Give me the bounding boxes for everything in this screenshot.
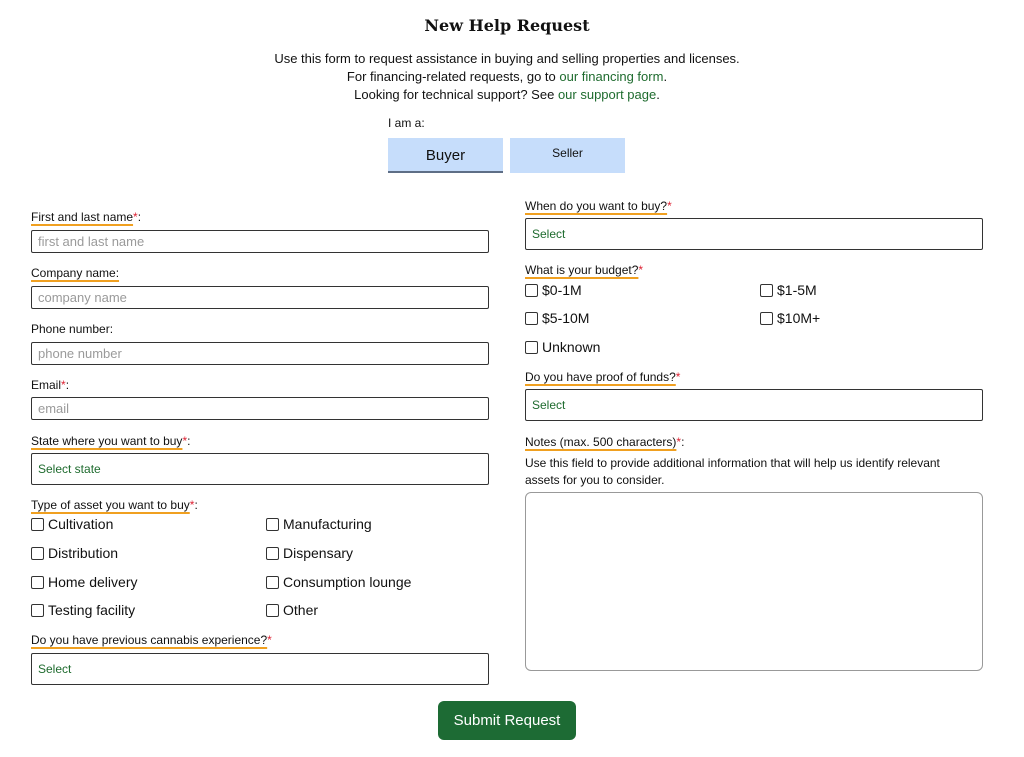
label-colon: :: [65, 378, 70, 392]
checkbox-box[interactable]: [266, 604, 279, 617]
buyer-toggle-button[interactable]: Buyer: [388, 138, 503, 173]
intro-line-2-text: For financing-related requests, go to: [346, 69, 560, 84]
required-mark: *: [182, 434, 188, 448]
company-input[interactable]: [31, 286, 489, 309]
checkbox-label: Other: [283, 602, 319, 618]
asset-distribution-checkbox[interactable]: [31, 545, 118, 561]
budget-label-text: What is your budget?: [525, 263, 639, 277]
checkbox-box[interactable]: [760, 312, 773, 325]
checkbox-box[interactable]: [31, 547, 44, 560]
financing-form-link[interactable]: our financing form: [559, 69, 664, 84]
intro-line-2-end: .: [663, 69, 668, 84]
asset-label-text: Type of asset you want to buy: [31, 498, 190, 512]
notes-label-text: Notes (max. 500 characters): [525, 435, 677, 449]
intro-line-3: [0, 86, 1014, 104]
asset-consumption-lounge-checkbox[interactable]: [266, 574, 411, 590]
when-label-text: When do you want to buy?: [525, 199, 668, 213]
checkbox-label: $1-5M: [777, 282, 817, 298]
checkbox-label: Cultivation: [48, 516, 114, 532]
when-select[interactable]: Select: [525, 218, 983, 250]
intro-line-3-text: Looking for technical support? See: [354, 87, 558, 102]
when-label: [525, 199, 672, 213]
state-select[interactable]: Select state: [31, 453, 489, 485]
asset-home-delivery-checkbox[interactable]: [31, 574, 137, 590]
asset-label: [31, 498, 198, 512]
checkbox-label: $5-10M: [542, 310, 590, 326]
checkbox-box[interactable]: [525, 341, 538, 354]
checkbox-label: Distribution: [48, 545, 119, 561]
checkbox-label: Manufacturing: [283, 516, 372, 532]
notes-help-text: Use this field to provide additional information that will help us identify relevant assets for you to consider.: [525, 456, 940, 487]
checkbox-label: $0-1M: [542, 282, 582, 298]
checkbox-label: Dispensary: [283, 545, 354, 561]
proof-label-text: Do you have proof of funds?: [525, 370, 676, 384]
label-colon: :: [187, 434, 191, 448]
required-mark: *: [61, 378, 66, 392]
company-label: [31, 266, 119, 280]
budget-10m-plus-checkbox[interactable]: [760, 310, 820, 326]
checkbox-label: Unknown: [542, 339, 601, 355]
budget-5-10m-checkbox[interactable]: [525, 310, 589, 326]
checkbox-box[interactable]: [31, 604, 44, 617]
checkbox-box[interactable]: [525, 312, 538, 325]
checkbox-label: Consumption lounge: [283, 574, 412, 590]
support-page-link[interactable]: our support page: [557, 87, 657, 102]
budget-0-1m-checkbox[interactable]: [525, 282, 582, 298]
label-colon: :: [194, 498, 198, 512]
budget-label: [525, 263, 643, 277]
seller-toggle-button[interactable]: Seller: [510, 138, 625, 173]
experience-label: [31, 633, 272, 647]
intro-text: [0, 50, 1014, 104]
asset-dispensary-checkbox[interactable]: [266, 545, 353, 561]
company-label-text: Company name:: [31, 266, 120, 280]
phone-input[interactable]: [31, 342, 489, 365]
required-mark: *: [133, 210, 138, 224]
checkbox-label: Testing facility: [48, 602, 136, 618]
iam-label: I am a:: [388, 116, 425, 130]
checkbox-box[interactable]: [525, 284, 538, 297]
experience-select[interactable]: Select: [31, 653, 489, 685]
checkbox-label: Home delivery: [48, 574, 138, 590]
required-mark: *: [675, 370, 681, 384]
checkbox-box[interactable]: [31, 576, 44, 589]
intro-line-3-end: .: [656, 87, 660, 102]
required-mark: *: [676, 435, 682, 449]
checkbox-box[interactable]: [266, 576, 279, 589]
email-label-text: Email: [31, 378, 62, 392]
asset-other-checkbox[interactable]: [266, 602, 318, 618]
required-mark: *: [267, 633, 272, 647]
notes-textarea[interactable]: [525, 492, 983, 671]
proof-label: [525, 370, 680, 384]
budget-1-5m-checkbox[interactable]: [760, 282, 817, 298]
name-label-text: First and last name: [31, 210, 134, 224]
checkbox-box[interactable]: [266, 547, 279, 560]
budget-unknown-checkbox[interactable]: [525, 339, 600, 355]
checkbox-box[interactable]: [31, 518, 44, 531]
label-colon: :: [681, 435, 685, 449]
asset-manufacturing-checkbox[interactable]: [266, 516, 372, 532]
required-mark: *: [189, 498, 195, 512]
phone-label: [31, 322, 113, 336]
proof-select[interactable]: Select: [525, 389, 983, 421]
intro-line-2: [0, 68, 1014, 86]
page-title: New Help Request: [424, 16, 590, 35]
name-label: [31, 210, 141, 224]
state-label: [31, 434, 190, 448]
checkbox-box[interactable]: [760, 284, 773, 297]
email-input[interactable]: [31, 397, 489, 420]
notes-label: [525, 435, 684, 449]
asset-cultivation-checkbox[interactable]: [31, 516, 113, 532]
required-mark: *: [638, 263, 644, 277]
submit-button[interactable]: Submit Request: [438, 701, 576, 740]
checkbox-label: $10M+: [777, 310, 821, 326]
experience-label-text: Do you have previous cannabis experience?: [31, 633, 268, 647]
name-input[interactable]: [31, 230, 489, 253]
phone-label-text: Phone number:: [31, 322, 114, 336]
asset-testing-facility-checkbox[interactable]: [31, 602, 135, 618]
checkbox-box[interactable]: [266, 518, 279, 531]
intro-line-1: Use this form to request assistance in buying and selling properties and licenses.: [274, 51, 740, 66]
required-mark: *: [667, 199, 672, 213]
state-label-text: State where you want to buy: [31, 434, 183, 448]
label-colon: :: [137, 210, 142, 224]
email-label: [31, 378, 69, 392]
